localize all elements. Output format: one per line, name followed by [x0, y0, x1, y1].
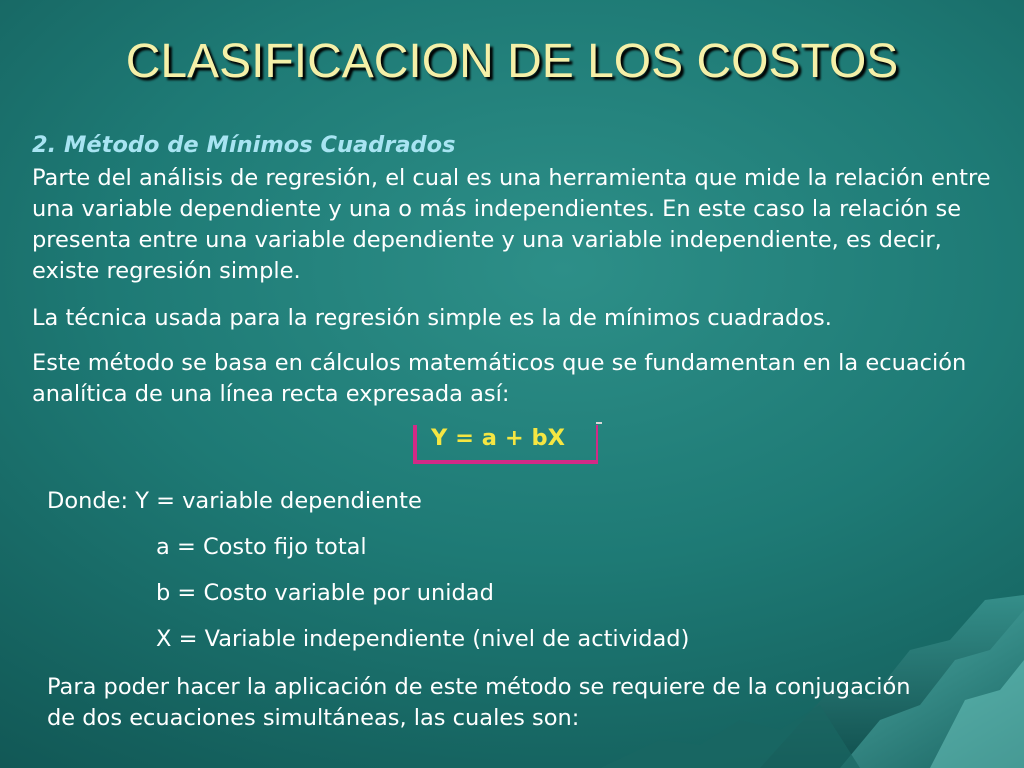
line-equation: Y = a + bX — [431, 425, 565, 451]
definition-a: a = Costo fijo total — [156, 534, 367, 560]
definition-y: Donde: Y = variable dependiente — [47, 488, 422, 514]
technique-paragraph: La técnica usada para la regresión simple es la de mínimos cuadrados. — [32, 305, 832, 331]
application-paragraph: Para poder hacer la aplicación de este método se requiere de la conjugación de dos ecuaciones simultáneas, las cuales son: — [47, 674, 911, 731]
method-paragraph: Este método se basa en cálculos matemáticos que se fundamentan en la ecuación analítica de una línea recta expresada así: — [32, 350, 967, 407]
definition-x: X = Variable independiente (nivel de actividad) — [156, 626, 690, 652]
regression-paragraph: Parte del análisis de regresión, el cual es una herramienta que mide la relación entre una variable dependiente y una o más independientes. En este caso la relación se presenta entre una variable dependiente y una variable independiente, es decir, existe regresión simple. — [32, 165, 991, 284]
section-subheading: 2. Método de Mínimos Cuadrados — [32, 132, 456, 158]
definition-b: b = Costo variable por unidad — [156, 580, 494, 606]
slide-title: CLASIFICACION DE LOS COSTOS — [125, 35, 899, 88]
